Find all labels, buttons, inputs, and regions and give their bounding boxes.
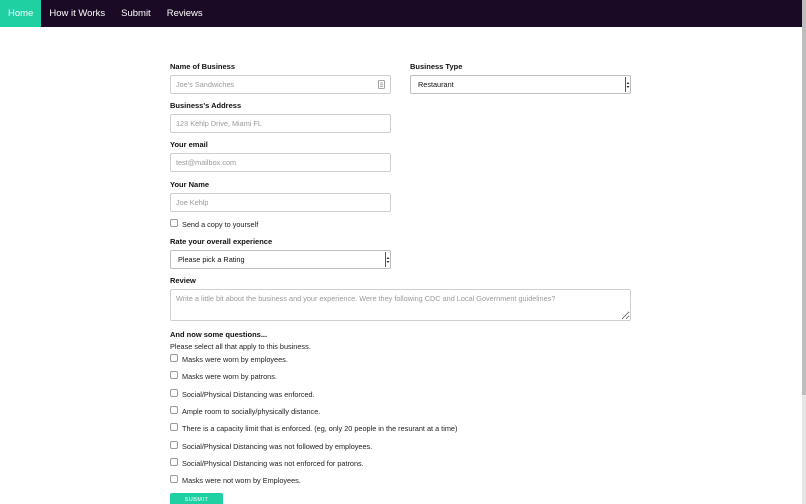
business-name-label: Name of Business <box>170 62 236 71</box>
nav-how-it-works[interactable]: How it Works <box>49 8 106 19</box>
send-copy-label: Send a copy to yourself <box>182 220 259 229</box>
question-label-4: Ample room to socially/physically distance. <box>182 407 321 416</box>
select-arrows-icon <box>385 252 390 267</box>
question-label-1: Masks were worn by employees. <box>182 355 288 364</box>
top-navbar <box>0 0 806 27</box>
page-scrollbar[interactable] <box>802 0 806 504</box>
question-checkbox-3[interactable] <box>170 389 178 397</box>
nav-home[interactable]: Home <box>0 0 41 27</box>
name-input[interactable] <box>170 193 391 212</box>
name-label: Your Name <box>170 180 210 189</box>
questions-subheading: Please select all that apply to this business. <box>170 342 311 351</box>
question-checkbox-2[interactable] <box>170 371 178 379</box>
question-label-2: Masks were worn by patrons. <box>182 372 277 381</box>
question-checkbox-8[interactable] <box>170 475 178 483</box>
submit-button[interactable]: SUBMIT <box>170 493 223 504</box>
business-type-value: Restaurant <box>418 80 454 89</box>
questions-heading: And now some questions... <box>170 330 268 339</box>
question-checkbox-4[interactable] <box>170 406 178 414</box>
business-type-label: Business Type <box>410 62 463 71</box>
question-label-7: Social/Physical Distancing was not enforced for patrons. <box>182 459 364 468</box>
select-arrows-icon <box>625 77 630 92</box>
review-textarea[interactable] <box>170 289 631 321</box>
question-label-3: Social/Physical Distancing was enforced. <box>182 390 315 399</box>
email-label: Your email <box>170 140 208 149</box>
nav-reviews[interactable]: Reviews <box>166 8 203 19</box>
question-checkbox-7[interactable] <box>170 458 178 466</box>
scrollbar-thumb[interactable] <box>802 0 806 395</box>
address-label: Business's Address <box>170 101 242 110</box>
nav-submit[interactable]: Submit <box>121 8 151 19</box>
send-copy-checkbox[interactable] <box>170 219 178 227</box>
business-name-input[interactable] <box>170 75 391 94</box>
address-input[interactable] <box>170 114 391 133</box>
rating-label: Rate your overall experience <box>170 237 273 246</box>
question-label-8: Masks were not worn by Employees. <box>182 476 301 485</box>
question-checkbox-1[interactable] <box>170 354 178 362</box>
rating-value: Please pick a Rating <box>178 255 245 264</box>
question-checkbox-5[interactable] <box>170 423 178 431</box>
email-input[interactable] <box>170 153 391 172</box>
review-label: Review <box>170 276 196 285</box>
question-label-6: Social/Physical Distancing was not followed by employees. <box>182 442 373 451</box>
contact-card-icon[interactable] <box>378 80 385 89</box>
business-type-select[interactable] <box>410 75 631 94</box>
question-label-5: There is a capacity limit that is enforced. (eg, only 20 people in the resurant at a time) <box>182 424 458 433</box>
question-checkbox-6[interactable] <box>170 441 178 449</box>
rating-select[interactable] <box>170 250 391 269</box>
